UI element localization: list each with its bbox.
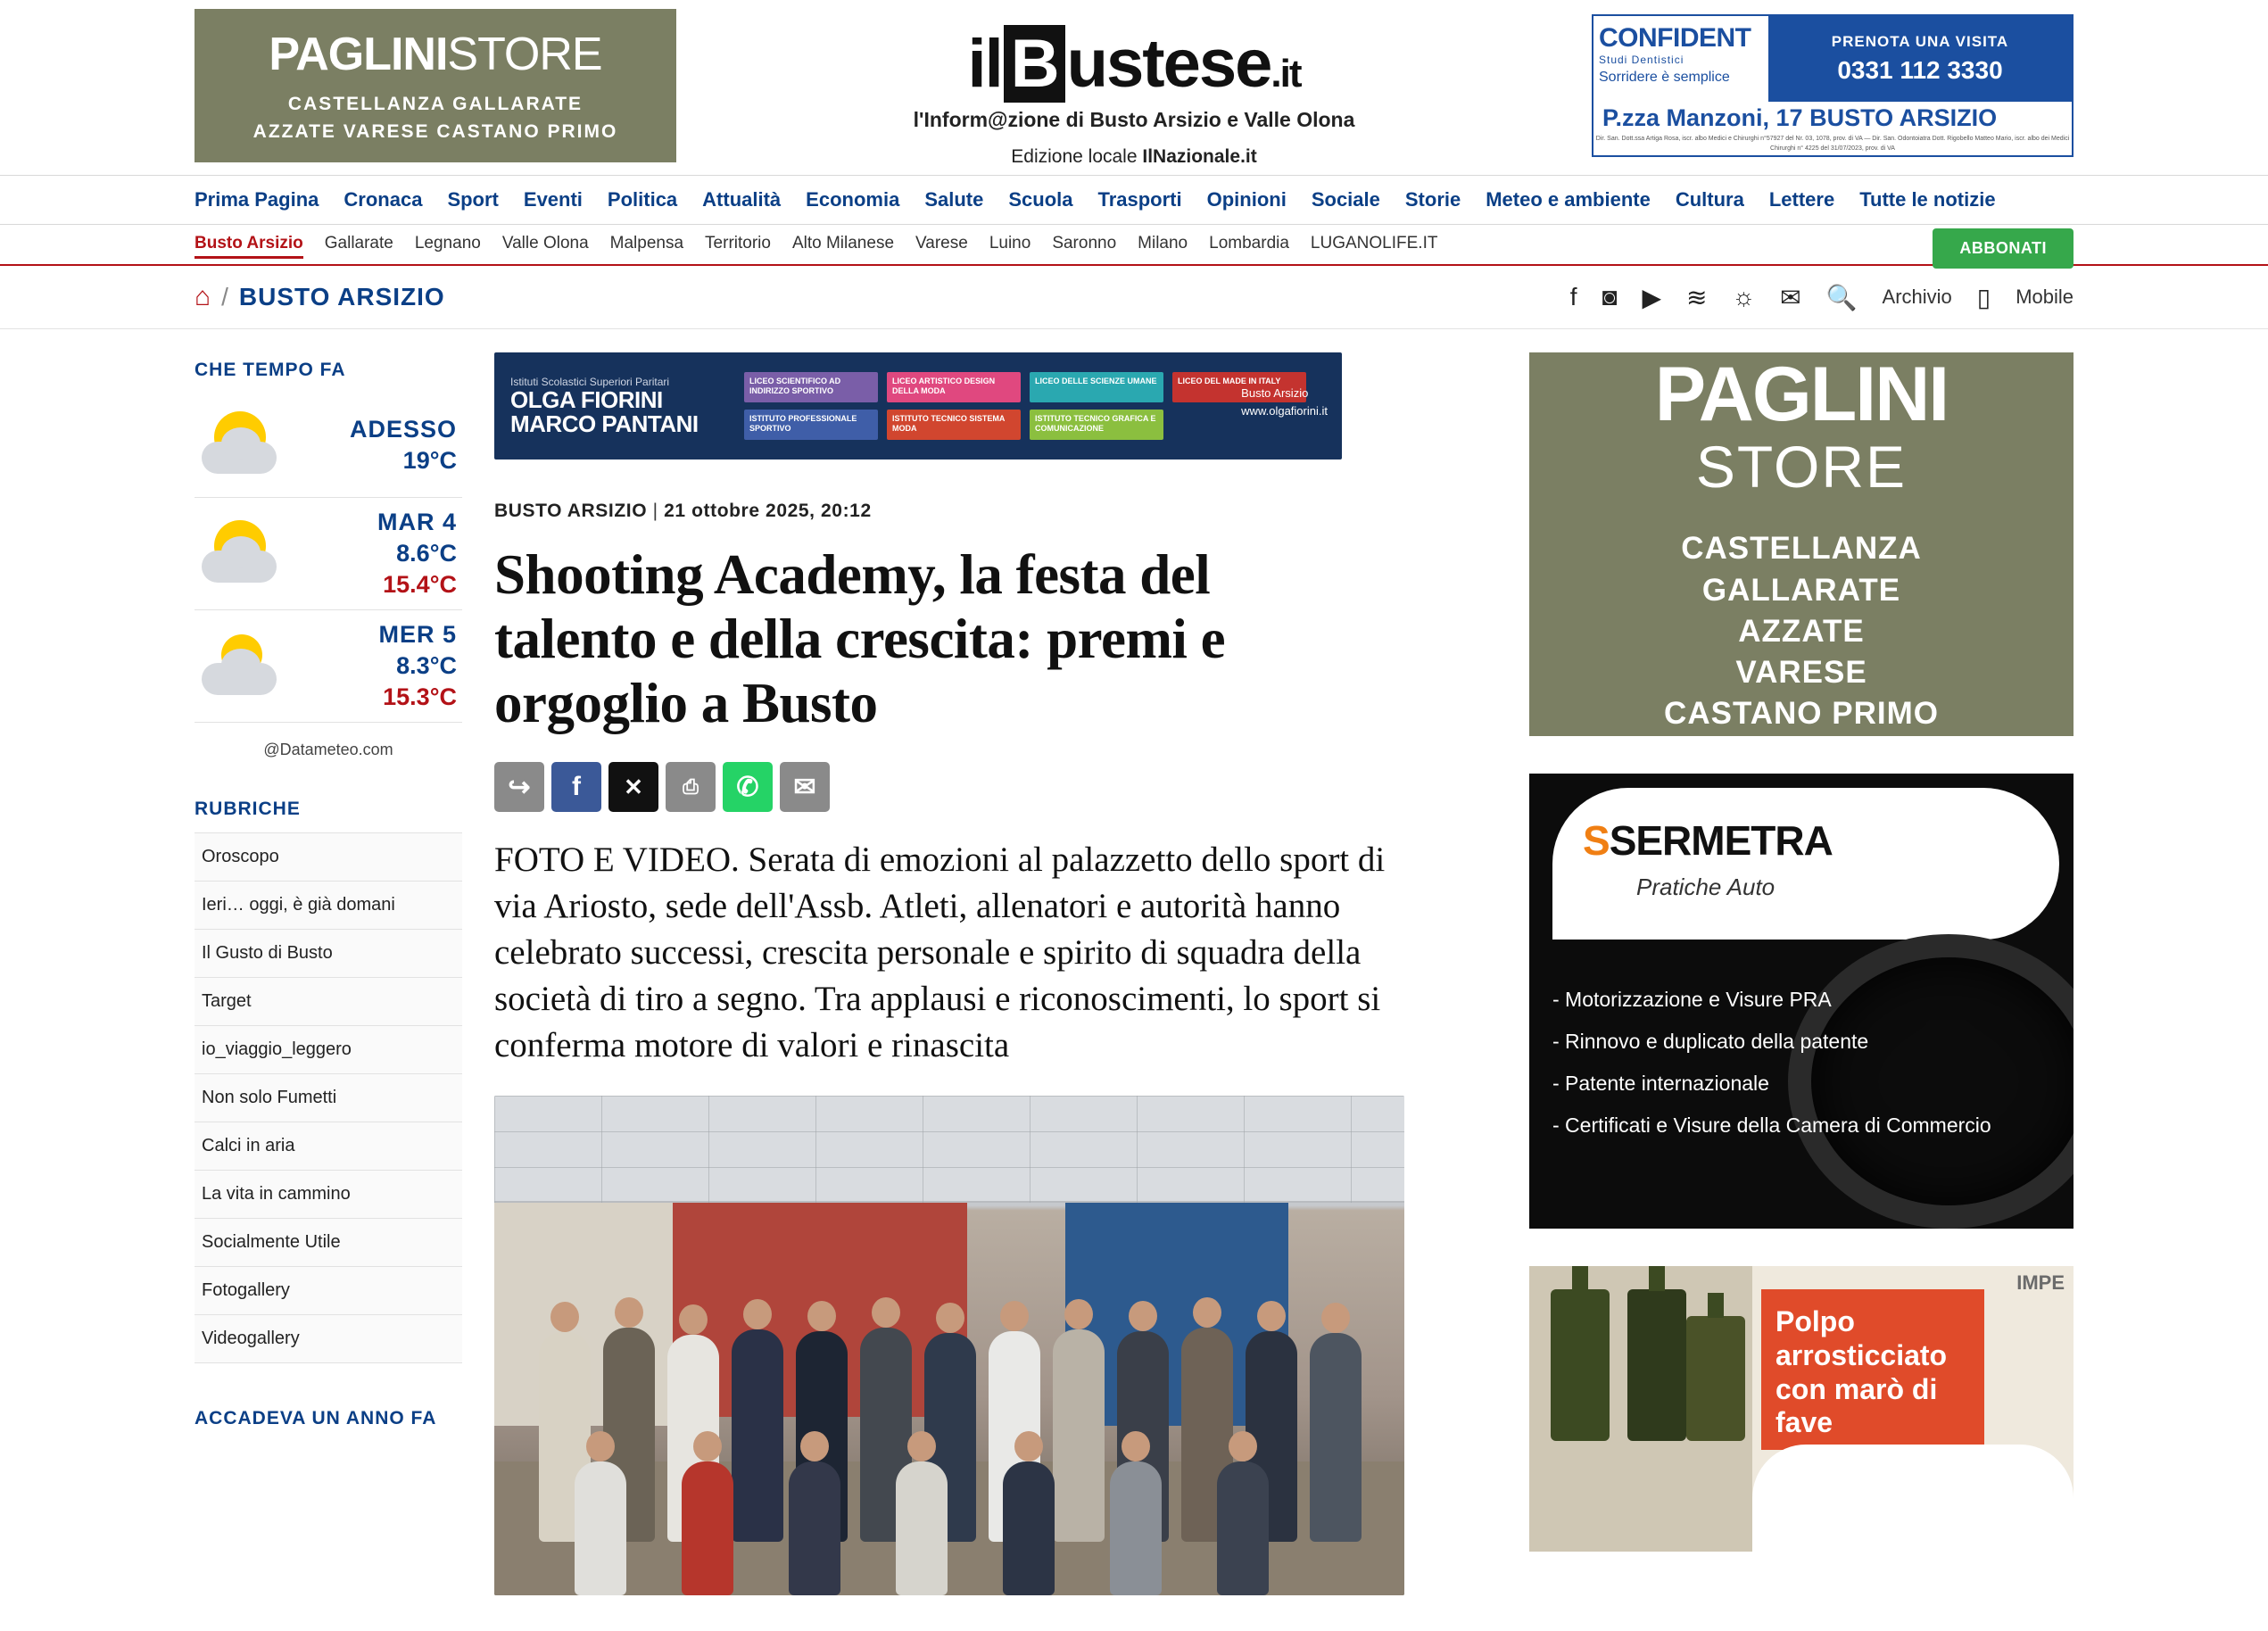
sidebar-left xyxy=(195,329,462,1429)
mobile-link[interactable]: Mobile xyxy=(2016,286,2073,308)
share-generic-icon[interactable]: ↪ xyxy=(494,762,544,812)
print-icon[interactable]: ⎙ xyxy=(666,762,716,812)
ad-sermetra-item: - Certificati e Visure della Camera di Commercio xyxy=(1552,1114,1991,1138)
ad-confident-cta[interactable]: PRENOTA UNA VISITA xyxy=(1831,33,2009,50)
nav-item-meteo[interactable]: Meteo e ambiente xyxy=(1486,188,1651,211)
ad-paglini-top-cities-1: CASTELLANZA GALLARATE xyxy=(287,93,584,114)
sun-cloud-icon xyxy=(195,404,293,486)
article-kicker xyxy=(494,501,1497,522)
kicker-separator: | xyxy=(652,501,658,521)
ad-paglini-city: CASTANO PRIMO xyxy=(1664,696,1939,732)
article-date: 21 ottobre 2025, 20:12 xyxy=(664,501,872,521)
ad-school-chip: LICEO DELLE SCIENZE UMANE xyxy=(1030,372,1163,402)
ad-confident-fineprint: Dir. San. Dott.ssa Artiga Rosa, iscr. albo Medici e Chirurghi n°57927 del Nr. 03, 1078, prov. di VA — Dir. San. Odontoiatra Dott. Rigobello Matteo Mario, iscr. albo dei Medici Chirurghi n° 4225 del 31/07/2023, prov. di VA xyxy=(1595,136,2070,152)
ad-school-eyebrow: Istituti Scolastici Superiori Paritari xyxy=(510,375,670,388)
subnav-item-busto-arsizio[interactable]: Busto Arsizio xyxy=(195,234,303,259)
nav-item-opinioni[interactable]: Opinioni xyxy=(1206,188,1287,211)
breadcrumb xyxy=(195,282,445,312)
weather-day: MAR 4 xyxy=(377,509,457,535)
ad-paglini-side-name: PAGLINI xyxy=(1654,351,1949,437)
logo-suffix: ustese xyxy=(1066,26,1271,102)
x-share-icon[interactable]: ✕ xyxy=(608,762,658,812)
email-share-icon[interactable]: ✉ xyxy=(780,762,830,812)
share-bar xyxy=(494,762,1497,812)
sun-cloud-icon xyxy=(195,625,293,708)
subnav-item-luino[interactable]: Luino xyxy=(989,234,1031,253)
ad-confident-brand-sub: Studi Dentistici xyxy=(1599,54,1684,66)
ad-confident-phone: 0331 112 3330 xyxy=(1837,56,2003,84)
nav-item-storie[interactable]: Storie xyxy=(1404,188,1461,211)
ad-confident[interactable] xyxy=(1592,14,2073,157)
ad-paglini-city: VARESE xyxy=(1735,654,1867,690)
list-item[interactable]: Oroscopo xyxy=(195,833,462,882)
nav-item-scuola[interactable]: Scuola xyxy=(1008,188,1073,211)
top-banner-row xyxy=(0,0,2268,175)
weather-day: ADESSO xyxy=(349,416,457,443)
ad-food-corner: IMPE xyxy=(2016,1271,2065,1294)
ad-paglini-top-store: STORE xyxy=(447,29,602,81)
archive-link[interactable]: Archivio xyxy=(1882,286,1952,308)
article-photo[interactable] xyxy=(494,1096,1404,1595)
subnav-item-luganolife[interactable]: LUGANOLIFE.IT xyxy=(1310,234,1438,253)
sun-cloud-icon xyxy=(195,513,293,595)
ad-school-name-1: OLGA FIORINI xyxy=(510,385,663,413)
ad-paglini-top-name: PAGLINI xyxy=(269,29,448,81)
facebook-share-icon[interactable]: f xyxy=(551,762,601,812)
ad-sermetra-sub: Pratiche Auto xyxy=(1636,873,1775,900)
ad-paglini-city: GALLARATE xyxy=(1701,572,1901,608)
nav-item-eventi[interactable]: Eventi xyxy=(523,188,583,211)
list-item[interactable]: Calci in aria xyxy=(195,1122,462,1171)
ad-school-site: www.olgafiorini.it xyxy=(1241,403,1328,418)
list-item[interactable]: Target xyxy=(195,978,462,1026)
breadcrumb-bar xyxy=(0,264,2268,329)
subnav-item-alto-milanese[interactable]: Alto Milanese xyxy=(791,234,895,253)
ad-paglini-side[interactable] xyxy=(1529,352,2073,736)
secondary-navigation[interactable] xyxy=(0,225,2268,264)
list-item[interactable]: Fotogallery xyxy=(195,1267,462,1315)
rss-icon[interactable]: ≋ xyxy=(1686,283,1708,311)
page-title: Shooting Academy, la festa del talento e della crescita: premi e orgoglio a Busto xyxy=(494,543,1226,734)
ad-school-chip: LICEO DEL MADE IN ITALY xyxy=(1172,372,1306,402)
article-lead: FOTO E VIDEO. Serata di emozioni al palazzetto dello sport di via Ariosto, sede dell'Assb. Atleti, allenatori e autorità hanno celebrato successi, crescita personale e spirito di squadra della società di tiro a segno. Tra applausi e riconoscimenti, lo sport si conferma motore di valori e rinascita xyxy=(494,840,1386,1064)
masthead xyxy=(676,9,1592,168)
ad-school-chip: LICEO ARTISTICO DESIGN DELLA MODA xyxy=(887,372,1021,402)
content-wrapper xyxy=(0,329,2268,1595)
site-tagline: l'Inform@zione di Busto Arsizio e Valle Olona xyxy=(913,108,1355,131)
subscribe-button[interactable]: ABBONATI xyxy=(1933,228,2073,269)
facebook-icon[interactable]: f xyxy=(1569,283,1577,310)
ad-paglini-top-cities-2: AZZATE VARESE CASTANO PRIMO xyxy=(252,120,618,142)
mail-icon[interactable]: ✉ xyxy=(1780,283,1801,311)
list-item[interactable]: Videogallery xyxy=(195,1315,462,1363)
list-item[interactable]: Il Gusto di Busto xyxy=(195,930,462,978)
subnav-item-saronno[interactable]: Saronno xyxy=(1052,234,1117,253)
ad-school-chip: ISTITUTO TECNICO SISTEMA MODA xyxy=(887,410,1021,440)
weather-temp-min: 8.6°C xyxy=(396,540,457,567)
list-item[interactable]: Non solo Fumetti xyxy=(195,1074,462,1122)
ad-paglini-side-store: STORE xyxy=(1695,434,1908,501)
weather-temp-max: 15.4°C xyxy=(383,571,457,598)
site-logo[interactable] xyxy=(676,25,1592,103)
list-item[interactable]: Ieri… oggi, è già domani xyxy=(195,882,462,930)
whatsapp-share-icon[interactable]: ✆ xyxy=(723,762,773,812)
subnav-item-valle-olona[interactable]: Valle Olona xyxy=(501,234,589,253)
subnav-item-gallarate[interactable]: Gallarate xyxy=(324,234,393,253)
subnav-item-varese[interactable]: Varese xyxy=(915,234,968,253)
mobile-icon[interactable]: ▯ xyxy=(1976,283,1991,311)
edition-link[interactable]: IlNazionale.it xyxy=(1142,146,1257,167)
weather-row xyxy=(195,610,462,723)
ad-olga-fiorini[interactable] xyxy=(494,352,1342,459)
subnav-item-milano[interactable]: Milano xyxy=(1138,234,1188,253)
article-section[interactable]: BUSTO ARSIZIO xyxy=(494,501,648,521)
sermetra-flame-icon: S xyxy=(1583,817,1610,864)
youtube-icon[interactable]: ▶ xyxy=(1642,283,1662,311)
weather-temp-max: 15.3°C xyxy=(383,683,457,710)
instagram-icon[interactable]: ◙ xyxy=(1602,283,1618,310)
weather-icon[interactable]: ☼ xyxy=(1732,283,1756,310)
ad-paglini-city: CASTELLANZA xyxy=(1681,531,1922,567)
ad-school-chip: ISTITUTO TECNICO GRAFICA E COMUNICAZIONE xyxy=(1030,410,1163,440)
ad-school-city: Busto Arsizio xyxy=(1241,386,1309,400)
weather-day: MER 5 xyxy=(378,621,457,648)
ad-school-courses xyxy=(744,372,1306,440)
nav-item-cronaca[interactable]: Cronaca xyxy=(344,188,423,211)
edition-label: Edizione locale xyxy=(1011,146,1138,167)
nav-item-cultura[interactable]: Cultura xyxy=(1675,188,1744,211)
weather-row xyxy=(195,393,462,498)
search-icon[interactable]: 🔍 xyxy=(1825,283,1858,311)
ad-confident-brand: CONFIDENT xyxy=(1599,23,1751,53)
ad-sermetra-item: - Patente internazionale xyxy=(1552,1072,1769,1096)
photo-subjects xyxy=(521,1247,1378,1542)
logo-tld: .it xyxy=(1271,52,1301,95)
ad-food-title: Polpo arrosticciato con marò di fave xyxy=(1761,1289,1984,1450)
nav-item-lettere[interactable]: Lettere xyxy=(1768,188,1835,211)
weather-title: CHE TEMPO FA xyxy=(195,360,346,380)
subnav-item-malpensa[interactable]: Malpensa xyxy=(609,234,684,253)
ad-confident-address: P.zza Manzoni, 17 BUSTO ARSIZIO xyxy=(1602,104,1998,131)
list-item[interactable]: Socialmente Utile xyxy=(195,1219,462,1267)
nav-item-prima-pagina[interactable]: Prima Pagina xyxy=(195,188,319,211)
sidebar-right xyxy=(1529,329,2073,1552)
nav-item-sociale[interactable]: Sociale xyxy=(1311,188,1380,211)
nav-item-salute[interactable]: Salute xyxy=(924,188,984,211)
ad-sermetra-logo: SERMETRA xyxy=(1609,817,1833,864)
nav-item-politica[interactable]: Politica xyxy=(607,188,678,211)
article-column xyxy=(494,329,1497,1595)
ad-school-name-2: MARCO PANTANI xyxy=(510,410,699,437)
list-item[interactable]: io_viaggio_leggero xyxy=(195,1026,462,1074)
nav-item-trasporti[interactable]: Trasporti xyxy=(1097,188,1182,211)
weather-credit: @Datameteo.com xyxy=(263,741,393,758)
subnav-item-lombardia[interactable]: Lombardia xyxy=(1209,234,1289,253)
nav-item-attualita[interactable]: Attualità xyxy=(702,188,782,211)
ad-sermetra-item: - Rinnovo e duplicato della patente xyxy=(1552,1030,1869,1054)
ad-confident-tagline: Sorridere è semplice xyxy=(1599,70,1730,85)
rubriche-title: RUBRICHE xyxy=(195,799,301,819)
ad-paglini-city: AZZATE xyxy=(1738,613,1865,649)
breadcrumb-separator: / xyxy=(221,283,228,310)
ad-school-chip: ISTITUTO PROFESSIONALE SPORTIVO xyxy=(744,410,878,440)
subnav-item-territorio[interactable]: Territorio xyxy=(705,234,771,253)
nav-item-sport[interactable]: Sport xyxy=(447,188,499,211)
ad-sermetra-item: - Motorizzazione e Visure PRA xyxy=(1552,988,1832,1011)
ad-paglini-top[interactable] xyxy=(195,9,676,162)
main-navigation[interactable] xyxy=(0,175,2268,225)
accadeva-un-anno-fa-title: ACCADEVA UN ANNO FA xyxy=(195,1408,437,1428)
nav-item-tutte-le-notizie[interactable]: Tutte le notizie xyxy=(1859,188,1996,211)
weather-temp-main: 19°C xyxy=(402,447,457,474)
subnav-item-legnano[interactable]: Legnano xyxy=(414,234,481,253)
list-item[interactable]: La vita in cammino xyxy=(195,1171,462,1219)
ad-sermetra[interactable] xyxy=(1529,774,2073,1229)
logo-b: B xyxy=(1004,25,1065,103)
logo-prefix: il xyxy=(967,26,1002,102)
rubriche-list xyxy=(195,832,462,1363)
home-icon[interactable]: ⌂ xyxy=(195,282,211,311)
weather-temp-min: 8.3°C xyxy=(396,652,457,679)
ad-food[interactable] xyxy=(1529,1266,2073,1552)
weather-row xyxy=(195,498,462,610)
ad-school-chip: LICEO SCIENTIFICO AD INDIRIZZO SPORTIVO xyxy=(744,372,878,402)
breadcrumb-section[interactable]: BUSTO ARSIZIO xyxy=(238,283,445,310)
header-tools xyxy=(1570,283,2073,312)
nav-item-economia[interactable]: Economia xyxy=(806,188,900,211)
